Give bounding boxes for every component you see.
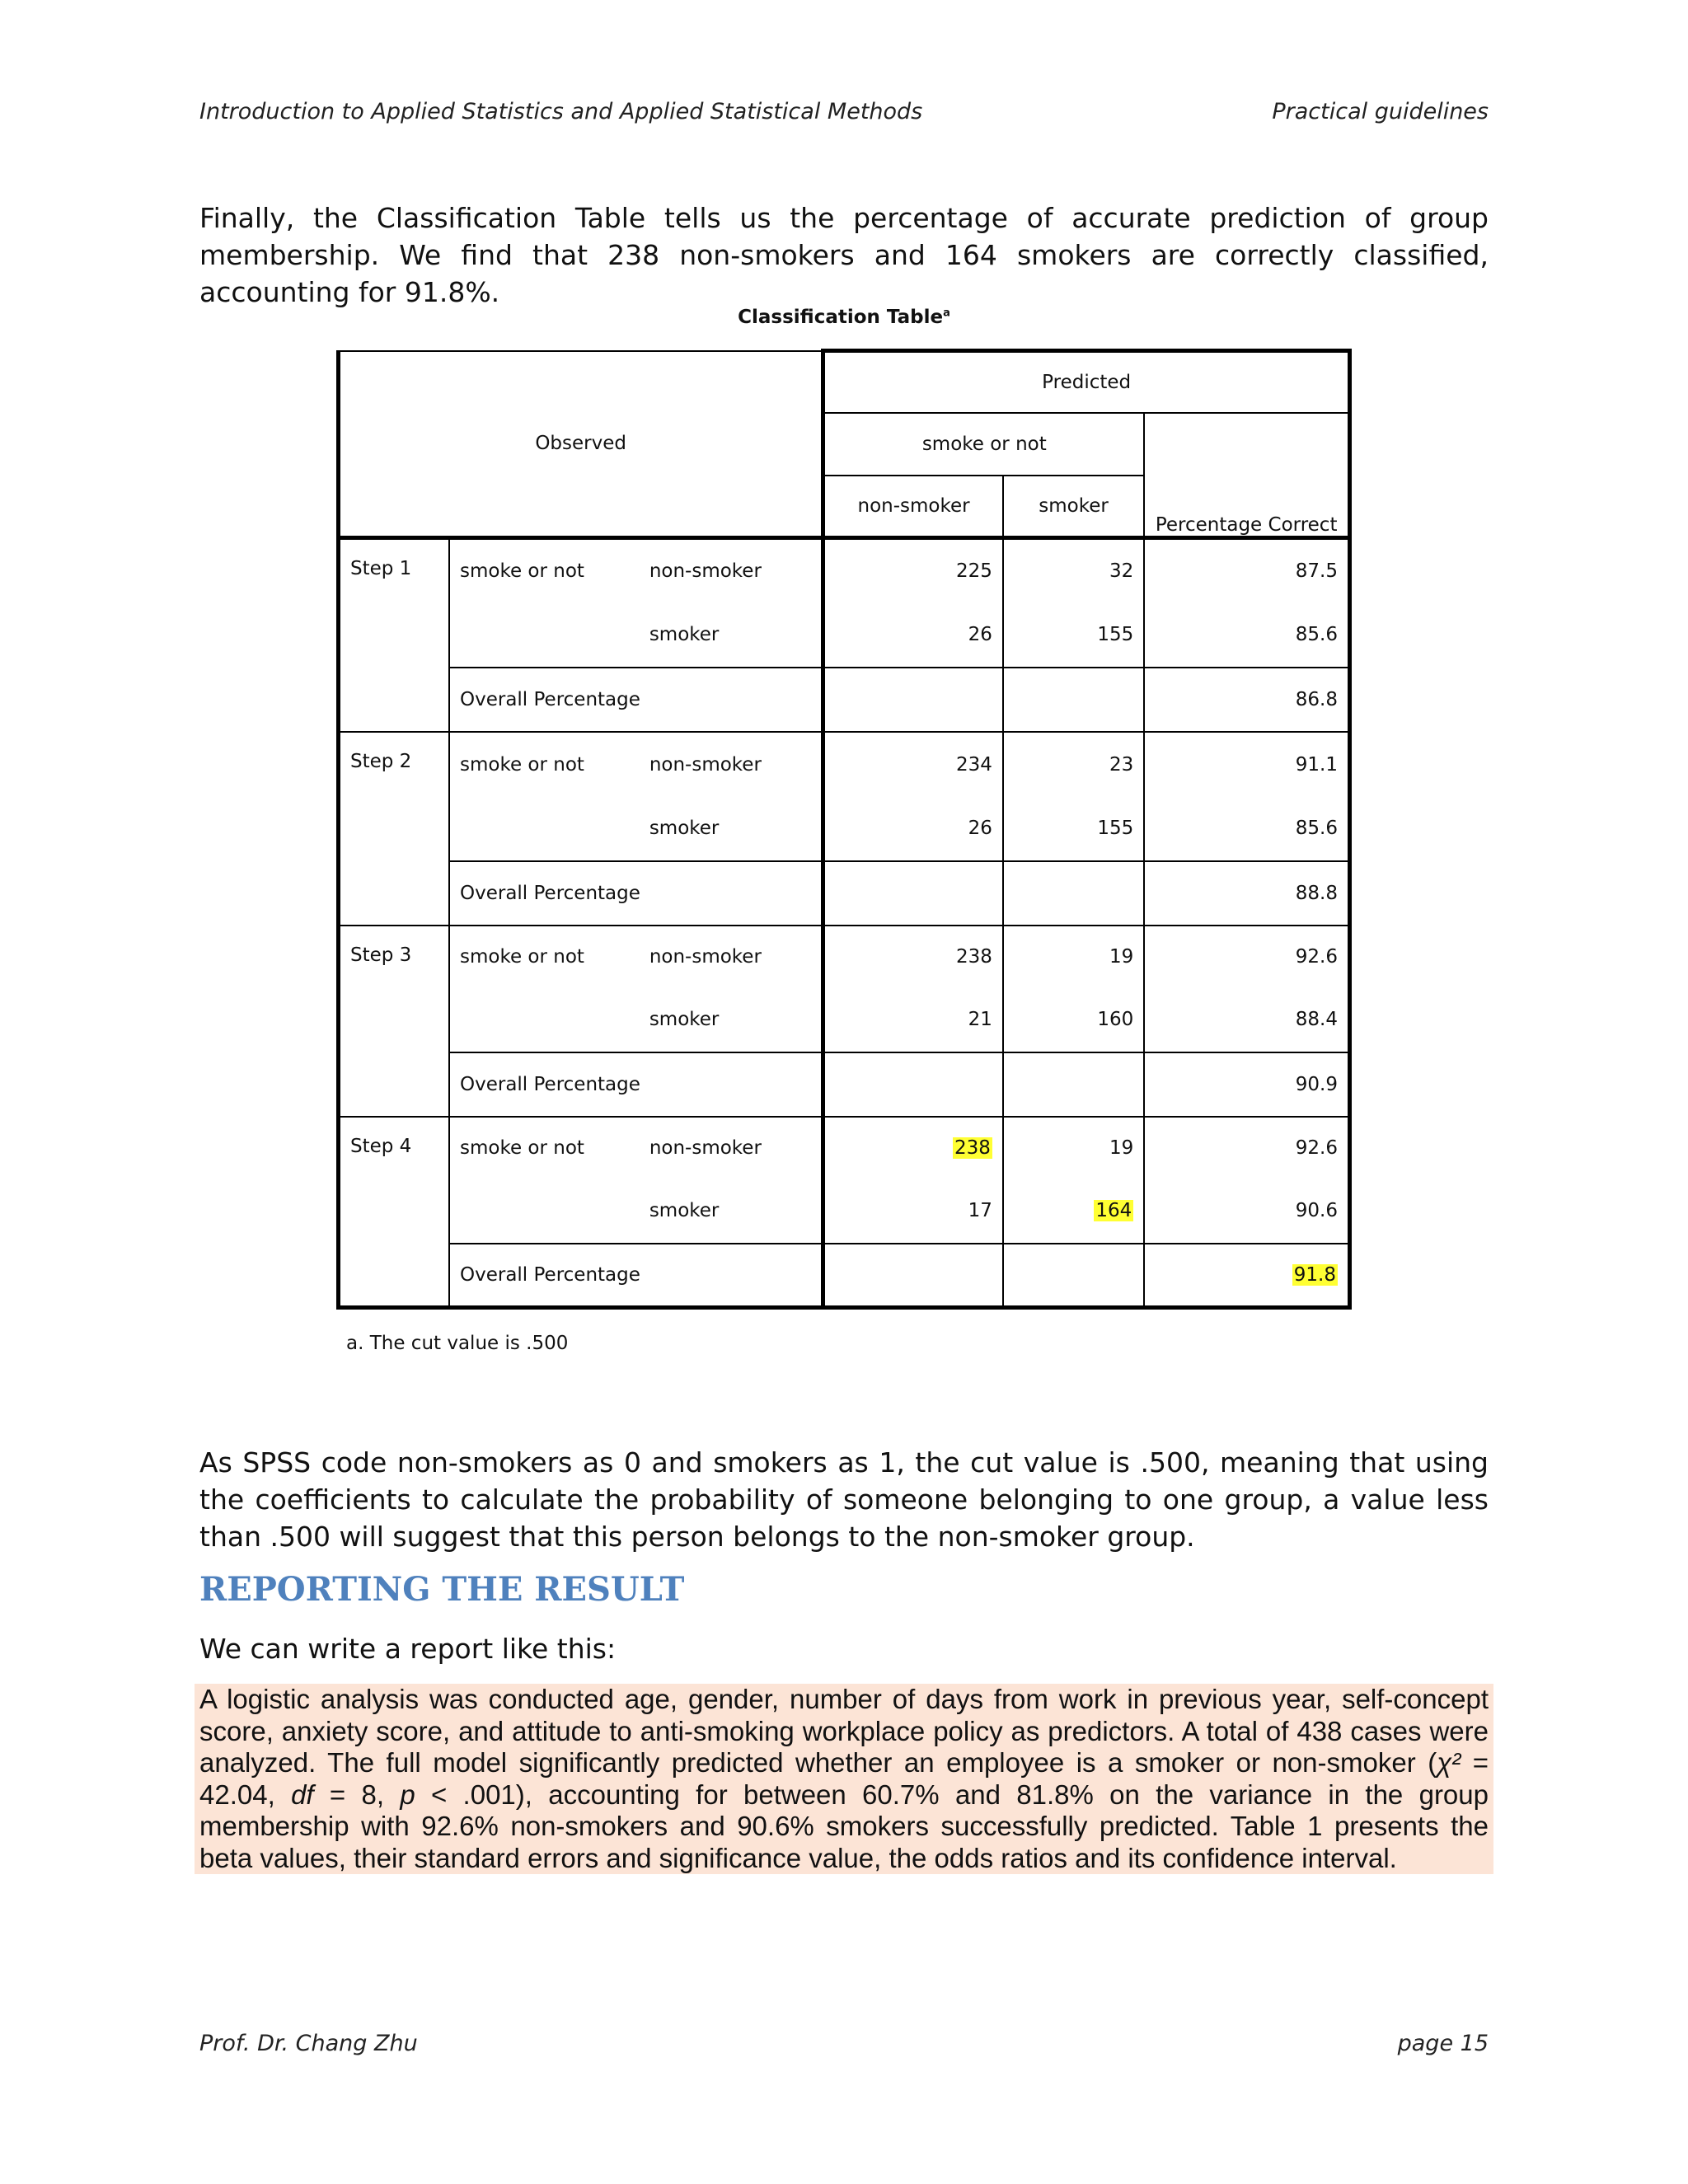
group-variable-header-text: smoke or not — [921, 433, 1047, 455]
overall-percentage-label-text: Overall Percentage — [460, 688, 640, 710]
table-row — [339, 926, 1350, 988]
percent-correct-text: 90.6 — [1295, 1200, 1338, 1221]
percent-correct-text: 92.6 — [1295, 1137, 1338, 1159]
non-smoker-col-header-text: non-smoker — [857, 494, 970, 517]
percent-correct — [1144, 797, 1349, 861]
category-label — [640, 797, 823, 861]
table-row — [339, 988, 1350, 1052]
observed-header — [339, 351, 823, 538]
count-smoker — [1003, 988, 1144, 1052]
classification-table-body — [339, 351, 1350, 1308]
footer-author: Prof. Dr. Chang Zhu — [199, 2031, 418, 2056]
percent-correct — [1144, 603, 1349, 668]
count-smoker — [1003, 1117, 1144, 1179]
percent-correct — [1144, 538, 1349, 603]
count-nonsmoker-text: 234 — [955, 753, 992, 776]
variable-label — [449, 988, 640, 1052]
variable-label — [449, 1117, 640, 1179]
count-nonsmoker — [823, 1179, 1003, 1244]
report-text-1: A logistic analysis was conducted age, gender, number of days from work in previous year, self-concept score, anxiety score, and attitude to anti-smoking workplace policy as predictors. A total of 438 cases were analyzed. The full model significantly predicted whether an employee is a smoker or non-smoker ( — [199, 1684, 1489, 1778]
overall-percentage-label — [449, 1052, 823, 1117]
category-label — [640, 538, 823, 603]
intro-paragraph: Finally, the Classification Table tells us the percentage of accurate prediction of group membership. We find that 238 non-smokers and 164 smokers are correctly classified, accounting for 91.8%. — [199, 202, 1489, 308]
variable-label — [449, 1179, 640, 1244]
category-label — [640, 732, 823, 797]
report-text-2: = 42.04, — [199, 1747, 1489, 1810]
count-smoker-text: 32 — [1109, 560, 1134, 583]
table-row — [339, 732, 1350, 797]
count-smoker-text: 23 — [1109, 753, 1134, 776]
percent-correct — [1144, 926, 1349, 988]
classification-table — [336, 349, 1352, 1310]
empty-cell — [823, 668, 1003, 732]
category-label-text: smoker — [649, 1009, 720, 1030]
percent-correct-text: 87.5 — [1295, 560, 1338, 583]
percent-correct — [1144, 988, 1349, 1052]
percent-correct-text: 92.6 — [1295, 946, 1338, 968]
step-label — [339, 926, 450, 1117]
report-text-3: = 8, — [313, 1779, 401, 1810]
count-nonsmoker-text: 238 — [955, 946, 992, 968]
variable-label — [449, 797, 640, 861]
report-block — [195, 1684, 1493, 1874]
category-label-text: non-smoker — [649, 946, 762, 968]
table-row — [339, 861, 1350, 926]
table-row — [339, 351, 1350, 413]
count-nonsmoker — [823, 732, 1003, 797]
empty-cell — [1003, 668, 1144, 732]
table-caption — [0, 307, 1688, 328]
overall-percentage-label — [449, 861, 823, 926]
overall-percentage-label — [449, 668, 823, 732]
variable-label — [449, 538, 640, 603]
variable-label-text: smoke or not — [460, 560, 584, 583]
step-label — [339, 1117, 450, 1308]
percent-correct-text: 85.6 — [1295, 624, 1338, 645]
category-label — [640, 1179, 823, 1244]
count-smoker — [1003, 732, 1144, 797]
report-text-4: < .001), accounting for between 60.7% and 81.8% on the variance in the group membership with 92.6% non-smokers and 90.6% smokers successfully predicted. Table 1 presents the beta values, their standard errors and significance value, the odds ratios and its confidence interval. — [199, 1779, 1489, 1873]
table-row — [339, 538, 1350, 603]
empty-cell — [1003, 1052, 1144, 1117]
table-row — [339, 1179, 1350, 1244]
empty-cell — [1003, 1244, 1144, 1308]
count-smoker-text: 164 — [1095, 1200, 1132, 1221]
variable-label-text: smoke or not — [460, 1137, 584, 1159]
step-label-text: Step 3 — [350, 944, 412, 966]
footer-page-number: page 15 — [1397, 2031, 1489, 2056]
overall-percentage-value — [1144, 861, 1349, 926]
table-row — [339, 1244, 1350, 1308]
count-smoker — [1003, 603, 1144, 668]
count-nonsmoker-text: 26 — [968, 624, 992, 645]
count-nonsmoker — [823, 603, 1003, 668]
percent-correct-text: 91.1 — [1295, 753, 1338, 776]
count-smoker — [1003, 538, 1144, 603]
count-nonsmoker-text: 26 — [968, 818, 992, 839]
header-section: Practical guidelines — [1272, 99, 1489, 124]
count-nonsmoker-text: 238 — [954, 1137, 991, 1159]
overall-percentage-value — [1144, 668, 1349, 732]
header-title: Introduction to Applied Statistics and Applied Statistical Methods — [199, 99, 923, 124]
category-label — [640, 1117, 823, 1179]
smoker-col-header — [1003, 476, 1144, 538]
variable-label — [449, 732, 640, 797]
empty-cell — [1003, 861, 1144, 926]
report-intro: We can write a report like this: — [199, 1633, 617, 1665]
empty-cell — [823, 1244, 1003, 1308]
percent-correct-text: 85.6 — [1295, 818, 1338, 839]
overall-percentage-value-text: 86.8 — [1295, 688, 1338, 710]
report-chi-symbol: χ² — [1437, 1747, 1461, 1778]
count-smoker — [1003, 797, 1144, 861]
step-label — [339, 538, 450, 732]
non-smoker-col-header — [823, 476, 1003, 538]
report-df: df — [291, 1779, 314, 1810]
table-row — [339, 1117, 1350, 1179]
count-nonsmoker — [823, 988, 1003, 1052]
category-label-text: non-smoker — [649, 560, 762, 583]
category-label-text: smoker — [649, 818, 720, 839]
overall-percentage-value — [1144, 1244, 1349, 1308]
table-caption-footnote-mark: a — [943, 307, 950, 320]
overall-percentage-value-text: 91.8 — [1293, 1263, 1336, 1286]
overall-percentage-label-text: Overall Percentage — [460, 1263, 640, 1286]
variable-label — [449, 926, 640, 988]
category-label — [640, 603, 823, 668]
percent-correct — [1144, 732, 1349, 797]
group-variable-header — [823, 413, 1144, 476]
category-label-text: non-smoker — [649, 1137, 762, 1159]
predicted-header — [823, 351, 1350, 413]
cut-value-paragraph: As SPSS code non-smokers as 0 and smokers as 1, the cut value is .500, meaning that using the coefficients to calculate the probability of someone belonging to one group, a value less than .500 will suggest that this person belongs to the non-smoker group. — [199, 1446, 1489, 1553]
table-caption-text: Classification Table — [738, 307, 944, 328]
count-smoker-text: 160 — [1097, 1009, 1134, 1030]
empty-cell — [823, 861, 1003, 926]
count-smoker-text: 19 — [1109, 1137, 1134, 1159]
table-footnote: a. The cut value is .500 — [346, 1333, 569, 1354]
step-label-text: Step 1 — [350, 558, 412, 579]
percentage-correct-header-text: Percentage Correct — [1155, 514, 1338, 536]
count-smoker-text: 19 — [1109, 946, 1134, 968]
overall-percentage-value-text: 88.8 — [1295, 882, 1338, 904]
step-label — [339, 732, 450, 926]
variable-label — [449, 603, 640, 668]
table-row — [339, 668, 1350, 732]
count-smoker — [1003, 926, 1144, 988]
step-label-text: Step 2 — [350, 750, 412, 772]
percent-correct — [1144, 1179, 1349, 1244]
report-p: p — [400, 1779, 415, 1810]
count-smoker — [1003, 1179, 1144, 1244]
count-smoker-text: 155 — [1097, 818, 1134, 839]
count-nonsmoker-text: 17 — [968, 1200, 992, 1221]
category-label-text: non-smoker — [649, 753, 762, 776]
count-nonsmoker — [823, 538, 1003, 603]
overall-percentage-value — [1144, 1052, 1349, 1117]
overall-percentage-label-text: Overall Percentage — [460, 882, 640, 904]
table-row — [339, 797, 1350, 861]
section-heading: REPORTING THE RESULT — [199, 1570, 685, 1609]
category-label-text: smoker — [649, 1200, 720, 1221]
overall-percentage-value-text: 90.9 — [1295, 1073, 1338, 1095]
smoker-col-header-text: smoker — [1039, 494, 1109, 517]
percent-correct — [1144, 1117, 1349, 1179]
table-row — [339, 603, 1350, 668]
count-nonsmoker — [823, 1117, 1003, 1179]
overall-percentage-label — [449, 1244, 823, 1308]
count-nonsmoker — [823, 797, 1003, 861]
page-footer — [199, 2031, 1489, 2056]
category-label — [640, 926, 823, 988]
count-smoker-text: 155 — [1097, 624, 1134, 645]
overall-percentage-label-text: Overall Percentage — [460, 1073, 640, 1095]
count-nonsmoker-text: 21 — [968, 1009, 992, 1030]
variable-label-text: smoke or not — [460, 946, 584, 968]
count-nonsmoker — [823, 926, 1003, 988]
variable-label-text: smoke or not — [460, 753, 584, 776]
table-row — [339, 1052, 1350, 1117]
category-label — [640, 988, 823, 1052]
page-header — [199, 99, 1489, 124]
observed-header-text: Observed — [535, 433, 626, 455]
step-label-text: Step 4 — [350, 1135, 412, 1157]
percent-correct-text: 88.4 — [1295, 1009, 1338, 1030]
empty-cell — [823, 1052, 1003, 1117]
count-nonsmoker-text: 225 — [955, 560, 992, 583]
category-label-text: smoker — [649, 624, 720, 645]
percentage-correct-header — [1144, 413, 1349, 538]
predicted-header-text: Predicted — [1042, 371, 1132, 393]
